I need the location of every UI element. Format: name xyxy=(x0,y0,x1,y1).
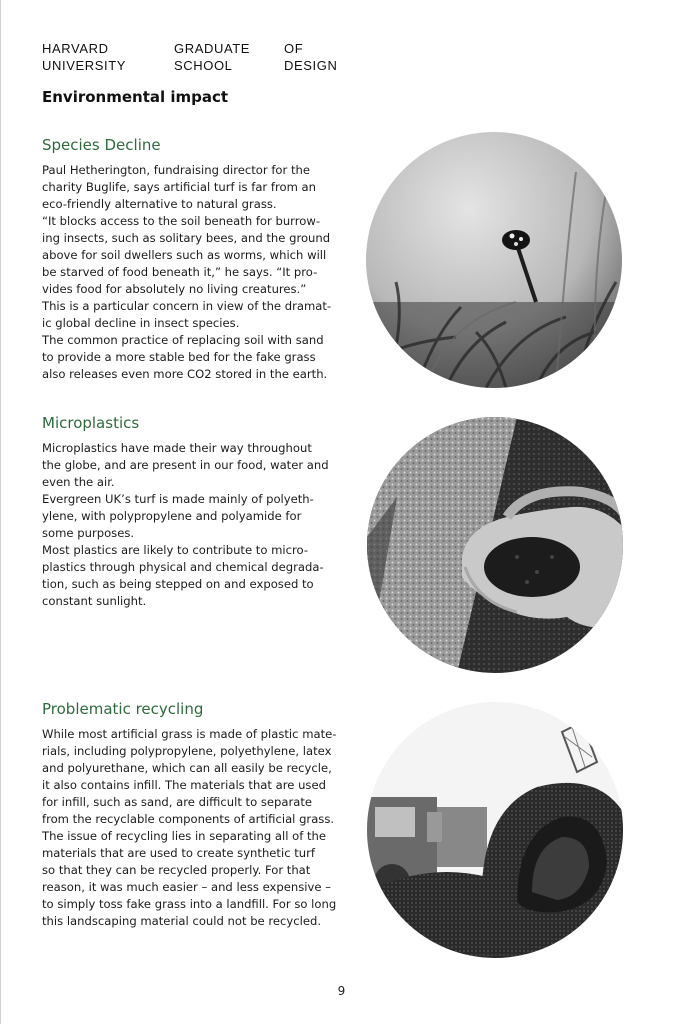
text-line: This is a particular concern in view of the dramat- xyxy=(42,299,332,313)
text-line: this landscaping material could not be recycled. xyxy=(42,914,322,928)
text-line: it also contains infill. The materials that are used xyxy=(42,778,326,792)
text-line: Paul Hetherington, fundraising director for the xyxy=(42,163,310,177)
text-line: ing insects, such as solitary bees, and the ground xyxy=(42,231,331,245)
text-line: be starved of food beneath it,” he says. “It pro- xyxy=(42,265,318,279)
logo-line: DESIGN xyxy=(284,58,338,73)
text-line: The common practice of replacing soil with sand xyxy=(42,333,324,347)
logo-line: SCHOOL xyxy=(174,58,233,73)
logo-line: OF xyxy=(284,41,304,56)
text-line: The issue of recycling lies in separating all of the xyxy=(42,829,327,843)
text-line: Most plastics are likely to contribute to micro- xyxy=(42,543,308,557)
text-line: plastics through physical and chemical degrada- xyxy=(42,560,324,574)
text-line: ic global decline in insect species. xyxy=(42,316,240,330)
section-body-microplastics xyxy=(42,440,342,610)
photo-hand-with-infill-granules xyxy=(367,417,623,673)
text-line: for infill, such as sand, are difficult to separate xyxy=(42,795,313,809)
text-line: Evergreen UK’s turf is made mainly of polyeth- xyxy=(42,492,314,506)
text-line: constant sunlight. xyxy=(42,594,147,608)
section-body-species-decline xyxy=(42,162,342,383)
text-line: Microplastics have made their way throughout xyxy=(42,441,312,455)
section-title-problematic-recycling: Problematic recycling xyxy=(42,700,204,718)
text-line: ylene, with polypropylene and polyamide for xyxy=(42,509,302,523)
text-line: to provide a more stable bed for the fake grass xyxy=(42,350,316,364)
logo-line: GRADUATE xyxy=(174,41,251,56)
text-line: the globe, and are present in our food, water and xyxy=(42,458,329,472)
text-line: While most artificial grass is made of plastic mate- xyxy=(42,727,337,741)
page-number: 9 xyxy=(337,984,346,998)
text-line: “It blocks access to the soil beneath for burrow- xyxy=(42,214,321,228)
logo-line: HARVARD xyxy=(42,41,109,56)
section-title-microplastics: Microplastics xyxy=(42,414,140,432)
logo-line: UNIVERSITY xyxy=(42,58,127,73)
text-line: rials, including polypropylene, polyethylene, latex xyxy=(42,744,332,758)
photo-rolled-turf-landfill xyxy=(367,702,623,958)
text-line: and polyurethane, which can all easily be recycle, xyxy=(42,761,332,775)
text-line: some purposes. xyxy=(42,526,135,540)
text-line: above for soil dwellers such as worms, which will xyxy=(42,248,327,262)
text-line: from the recyclable components of artificial grass. xyxy=(42,812,335,826)
text-line: tion, such as being stepped on and exposed to xyxy=(42,577,314,591)
text-line: charity Buglife, says artificial turf is far from an xyxy=(42,180,317,194)
section-title-species-decline: Species Decline xyxy=(42,136,161,154)
text-line: eco-friendly alternative to natural grass. xyxy=(42,197,277,211)
text-line: even the air. xyxy=(42,475,115,489)
section-body-problematic-recycling xyxy=(42,726,342,930)
photo-insect-on-grass xyxy=(366,132,622,388)
page-heading: Environmental impact xyxy=(42,88,229,106)
page-edge-rule xyxy=(0,0,1,1024)
text-line: so that they can be recycled properly. For that xyxy=(42,863,311,877)
text-line: vides food for absolutely no living creatures.” xyxy=(42,282,307,296)
text-line: to simply toss fake grass into a landfill. For so long xyxy=(42,897,337,911)
text-line: materials that are used to create synthetic turf xyxy=(42,846,316,860)
text-line: also releases even more CO2 stored in the earth. xyxy=(42,367,328,381)
text-line: reason, it was much easier – and less expensive – xyxy=(42,880,331,894)
